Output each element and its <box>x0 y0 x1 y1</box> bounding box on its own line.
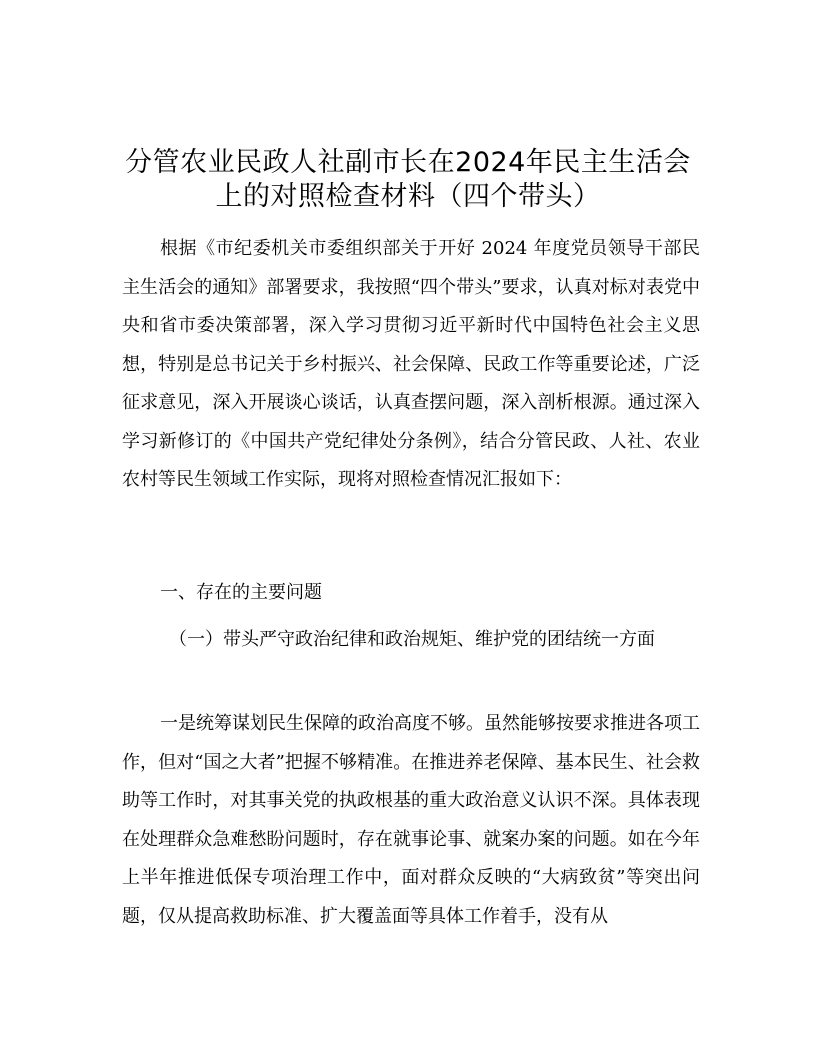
body-paragraph: 一是统筹谋划民生保障的政治高度不够。虽然能够按要求推进各项工作，但对“国之大者”把握不够精准。在推进养老保障、基本民生、社会救助等工作时，对其事关党的执政根基的重大政治意义认识不深。具体表现在处理群众急难愁盼问题时，存在就事论事、就案办案的问题。如在今年上半年推进低保专项治理工作中，面对群众反映的“大病致贫”等突出问题，仅从提高救助标准、扩大覆盖面等具体工作着手，没有从 <box>122 713 700 927</box>
document-title-line-2: 上的对照检查材料（四个带头） <box>215 181 601 212</box>
intro-paragraph: 根据《市纪委机关市委组织部关于开好 2024 年度党员领导干部民主生活会的通知》部署要求，我按照“四个带头”要求，认真对标对表党中央和省市委决策部署，深入学习贯彻习近平新时代中国特色社会主义思想，特别是总书记关于乡村振兴、社会保障、民政工作等重要论述，广泛征求意见，深入开展谈心谈话，认真查摆问题，深入剖析根源。通过深入学习新修订的《中国共产党纪律处分条例》，结合分管民政、人社、农业农村等民生领域工作实际，现将对照检查情况汇报如下： <box>122 238 700 490</box>
subsection-heading: （一）带头严守政治纪律和政治规矩、维护党的团结统一方面 <box>169 629 655 650</box>
document-title-line-1: 分管农业民政人社副市长在2024年民主生活会 <box>125 147 691 178</box>
section-heading: 一、存在的主要问题 <box>160 582 322 603</box>
